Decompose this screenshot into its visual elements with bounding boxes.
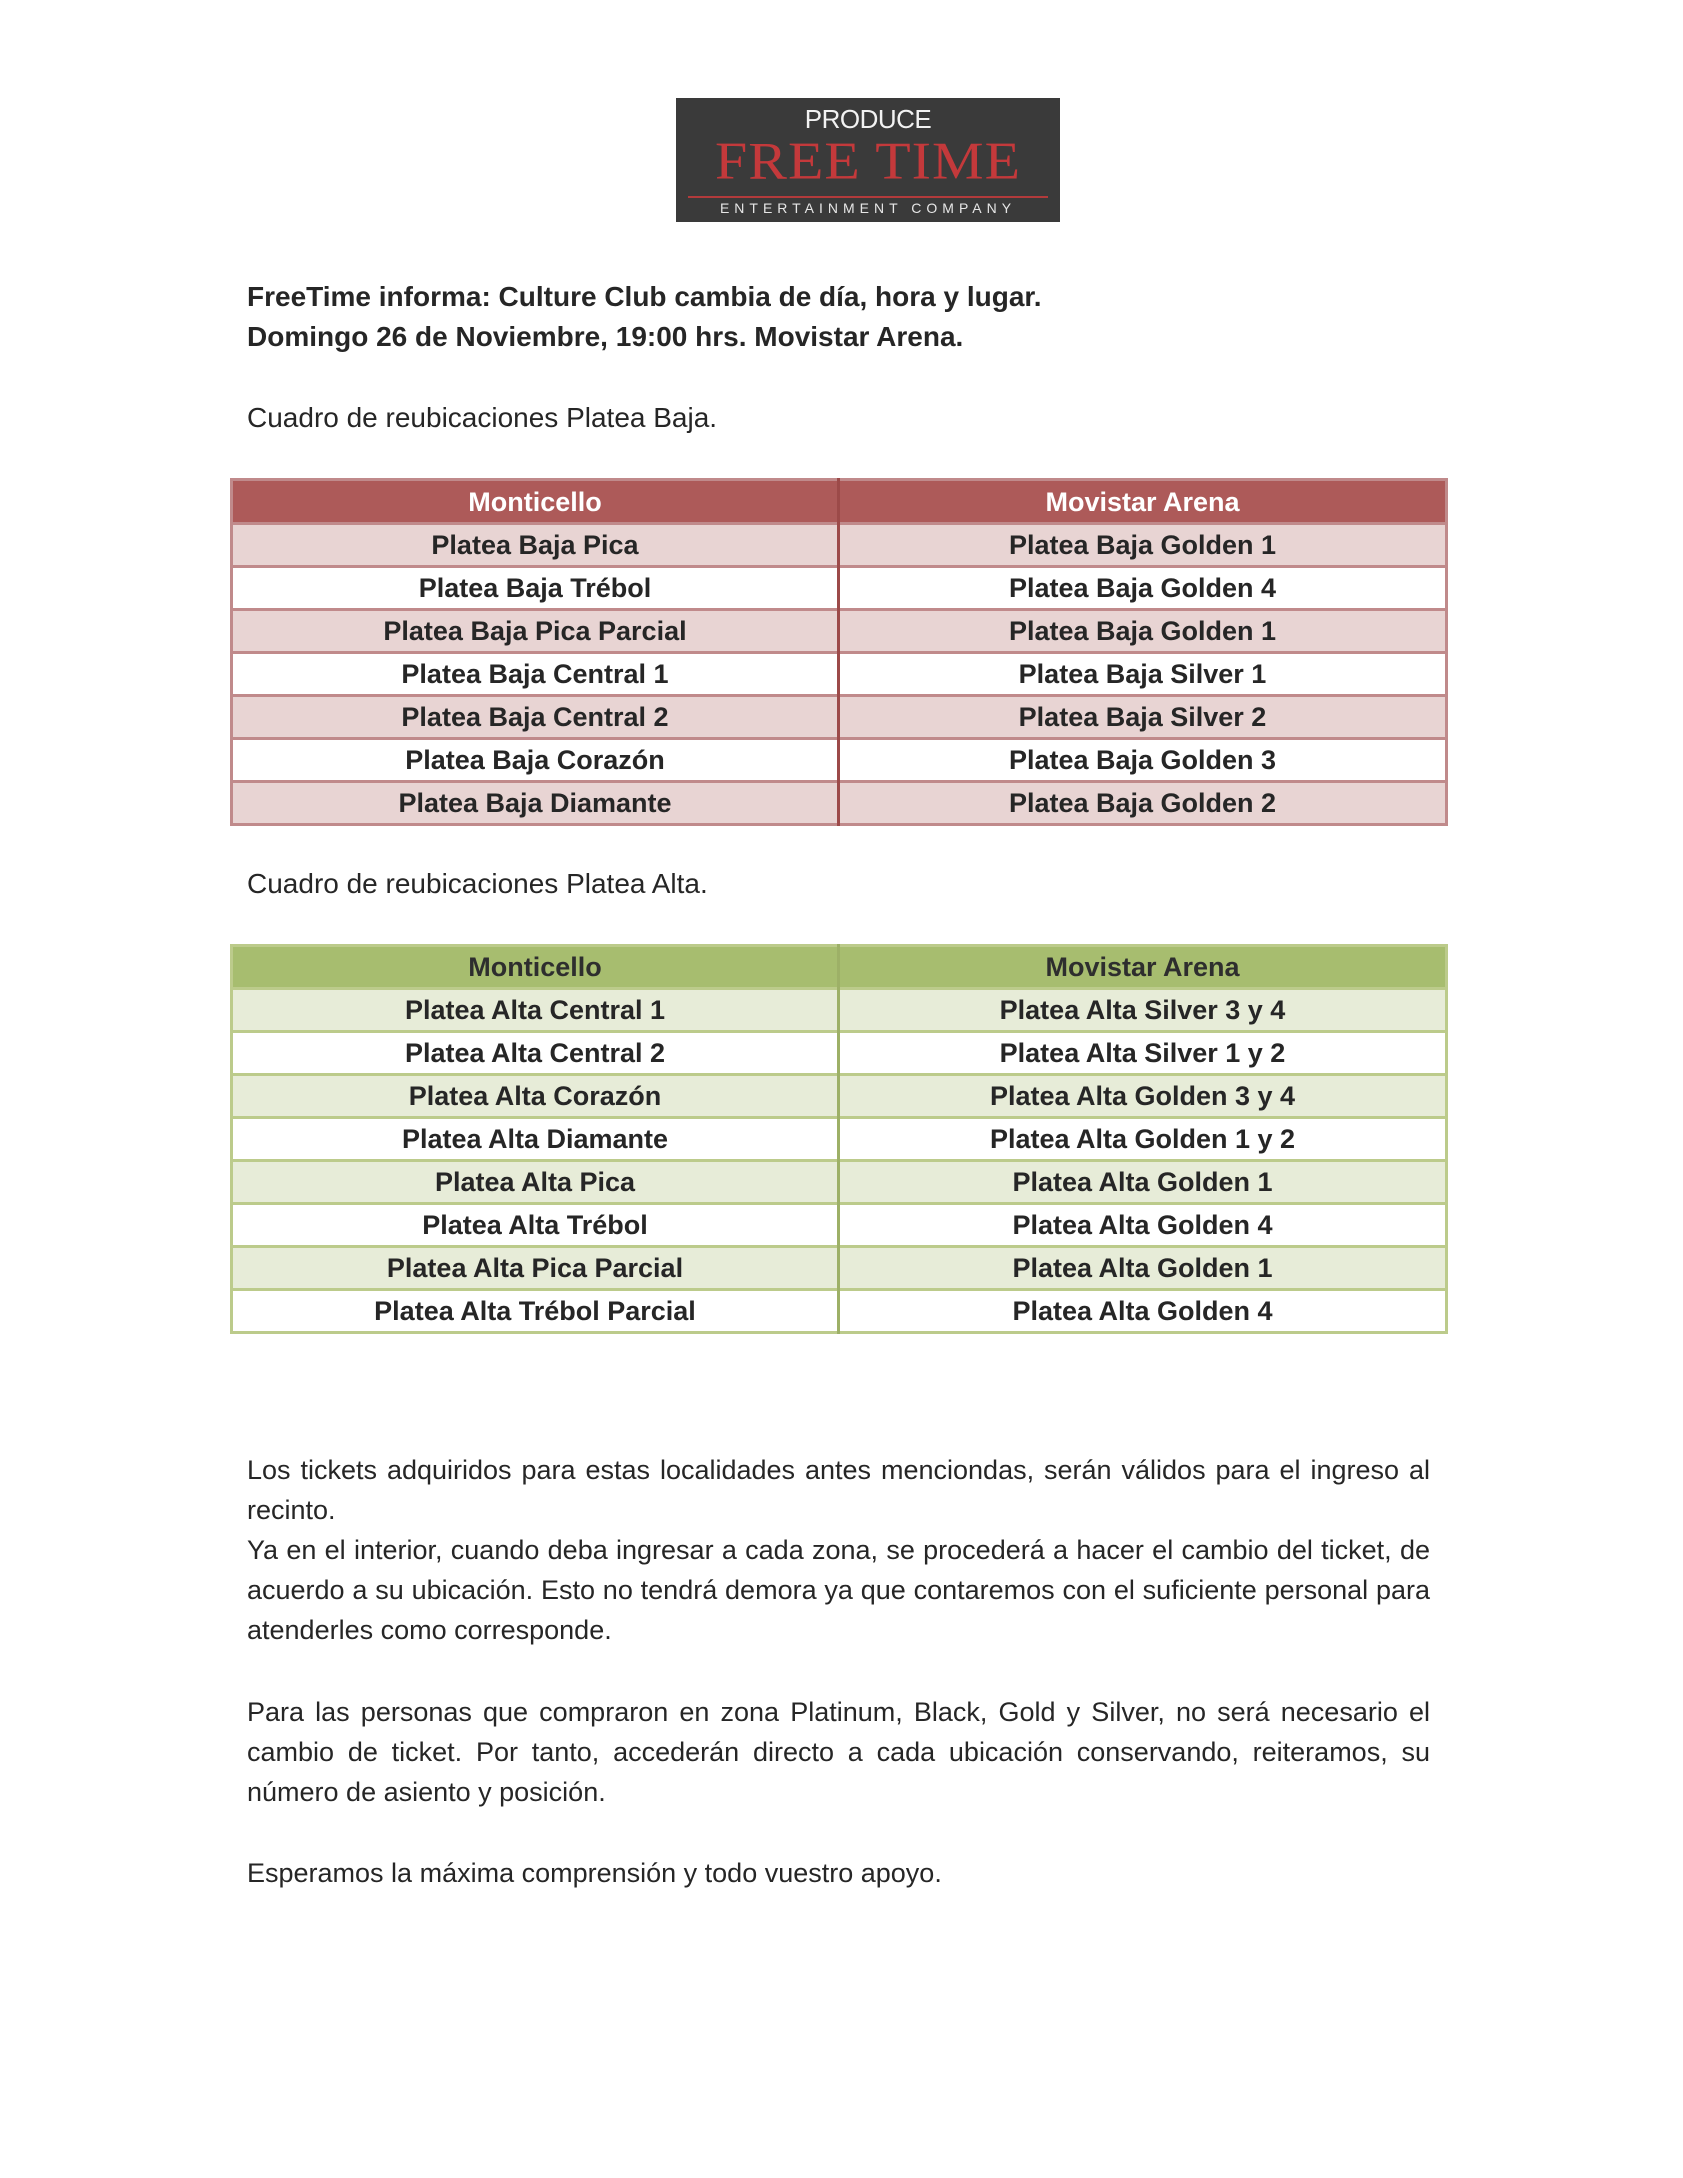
movistar-arena-cell: Platea Alta Golden 1: [839, 1247, 1447, 1290]
table-row: [232, 1161, 1447, 1204]
table-row: [232, 610, 1447, 653]
paragraph-premium-zones: Para las personas que compraron en zona Platinum, Black, Gold y Silver, no será necesario el cambio de ticket. Por tanto, accederán directo a cada ubicación conservando, reiteramos, su número de asiento y posición.: [247, 1697, 1430, 1807]
movistar-arena-cell: Platea Baja Golden 4: [839, 567, 1447, 610]
table-row: [232, 1118, 1447, 1161]
movistar-arena-cell: Platea Baja Golden 1: [839, 610, 1447, 653]
table-row: [232, 739, 1447, 782]
table-header-row: [232, 480, 1447, 524]
column-header-monticello: Monticello: [232, 946, 839, 989]
table-row: [232, 1075, 1447, 1118]
movistar-arena-cell: Platea Baja Golden 1: [839, 524, 1447, 567]
platea-alta-caption: Cuadro de reubicaciones Platea Alta.: [247, 868, 708, 899]
company-logo: [676, 98, 1060, 222]
movistar-arena-cell: Platea Baja Silver 1: [839, 653, 1447, 696]
premium-zones-paragraph: [247, 1692, 1430, 1812]
movistar-arena-cell: Platea Baja Silver 2: [839, 696, 1447, 739]
movistar-arena-cell: Platea Alta Silver 1 y 2: [839, 1032, 1447, 1075]
monticello-cell: Platea Alta Central 2: [232, 1032, 839, 1075]
table-row: [232, 782, 1447, 825]
monticello-cell: Platea Alta Central 1: [232, 989, 839, 1032]
movistar-arena-cell: Platea Alta Golden 3 y 4: [839, 1075, 1447, 1118]
closing-line: Esperamos la máxima comprensión y todo vuestro apoyo.: [247, 1858, 942, 1888]
table-row: [232, 1204, 1447, 1247]
movistar-arena-cell: Platea Alta Silver 3 y 4: [839, 989, 1447, 1032]
monticello-cell: Platea Alta Pica: [232, 1161, 839, 1204]
logo-divider: [688, 196, 1048, 198]
title-line-1: FreeTime informa: Culture Club cambia de día, hora y lugar.: [247, 281, 1042, 312]
monticello-cell: Platea Alta Trébol Parcial: [232, 1290, 839, 1333]
table-row: [232, 653, 1447, 696]
monticello-cell: Platea Baja Central 2: [232, 696, 839, 739]
logo-tagline: ENTERTAINMENT COMPANY: [719, 200, 1017, 216]
table-row: [232, 1247, 1447, 1290]
monticello-cell: Platea Alta Diamante: [232, 1118, 839, 1161]
monticello-cell: Platea Alta Corazón: [232, 1075, 839, 1118]
table-row: [232, 567, 1447, 610]
monticello-cell: Platea Baja Trébol: [232, 567, 839, 610]
table-row: [232, 989, 1447, 1032]
monticello-cell: Platea Baja Diamante: [232, 782, 839, 825]
table-row: [232, 696, 1447, 739]
platea-alta-rows: [232, 989, 1447, 1333]
monticello-cell: Platea Baja Pica: [232, 524, 839, 567]
column-header-movistar-arena: Movistar Arena: [839, 480, 1447, 524]
movistar-arena-cell: Platea Alta Golden 1 y 2: [839, 1118, 1447, 1161]
column-header-movistar-arena: Movistar Arena: [839, 946, 1447, 989]
paragraph-entry-validity: Los tickets adquiridos para estas localidades antes menciondas, serán válidos para el ingreso al recinto.: [247, 1455, 1430, 1525]
movistar-arena-cell: Platea Baja Golden 3: [839, 739, 1447, 782]
platea-alta-table: [230, 944, 1448, 1334]
column-header-monticello: Monticello: [232, 480, 839, 524]
logo-brand-text: FREE TIME: [715, 130, 1021, 191]
ticket-validity-paragraph: [247, 1450, 1430, 1650]
platea-baja-caption: Cuadro de reubicaciones Platea Baja.: [247, 402, 718, 433]
monticello-cell: Platea Baja Central 1: [232, 653, 839, 696]
table-header-row: [232, 946, 1447, 989]
table-row: [232, 1290, 1447, 1333]
paragraph-ticket-exchange: Ya en el interior, cuando deba ingresar a cada zona, se procederá a hacer el cambio del ticket, de acuerdo a su ubicación. Esto no tendrá demora ya que contaremos con el suficiente personal para atenderles como corresponde.: [247, 1535, 1430, 1645]
monticello-cell: Platea Alta Pica Parcial: [232, 1247, 839, 1290]
announcement-title: [247, 277, 1042, 357]
table-row: [232, 1032, 1447, 1075]
movistar-arena-cell: Platea Alta Golden 4: [839, 1290, 1447, 1333]
title-line-2: Domingo 26 de Noviembre, 19:00 hrs. Movistar Arena.: [247, 321, 964, 352]
platea-baja-table: [230, 478, 1448, 826]
logo-produce-text: PRODUCE: [804, 104, 932, 134]
monticello-cell: Platea Alta Trébol: [232, 1204, 839, 1247]
movistar-arena-cell: Platea Alta Golden 1: [839, 1161, 1447, 1204]
monticello-cell: Platea Baja Pica Parcial: [232, 610, 839, 653]
platea-baja-rows: [232, 524, 1447, 825]
movistar-arena-cell: Platea Alta Golden 4: [839, 1204, 1447, 1247]
movistar-arena-cell: Platea Baja Golden 2: [839, 782, 1447, 825]
table-row: [232, 524, 1447, 567]
monticello-cell: Platea Baja Corazón: [232, 739, 839, 782]
